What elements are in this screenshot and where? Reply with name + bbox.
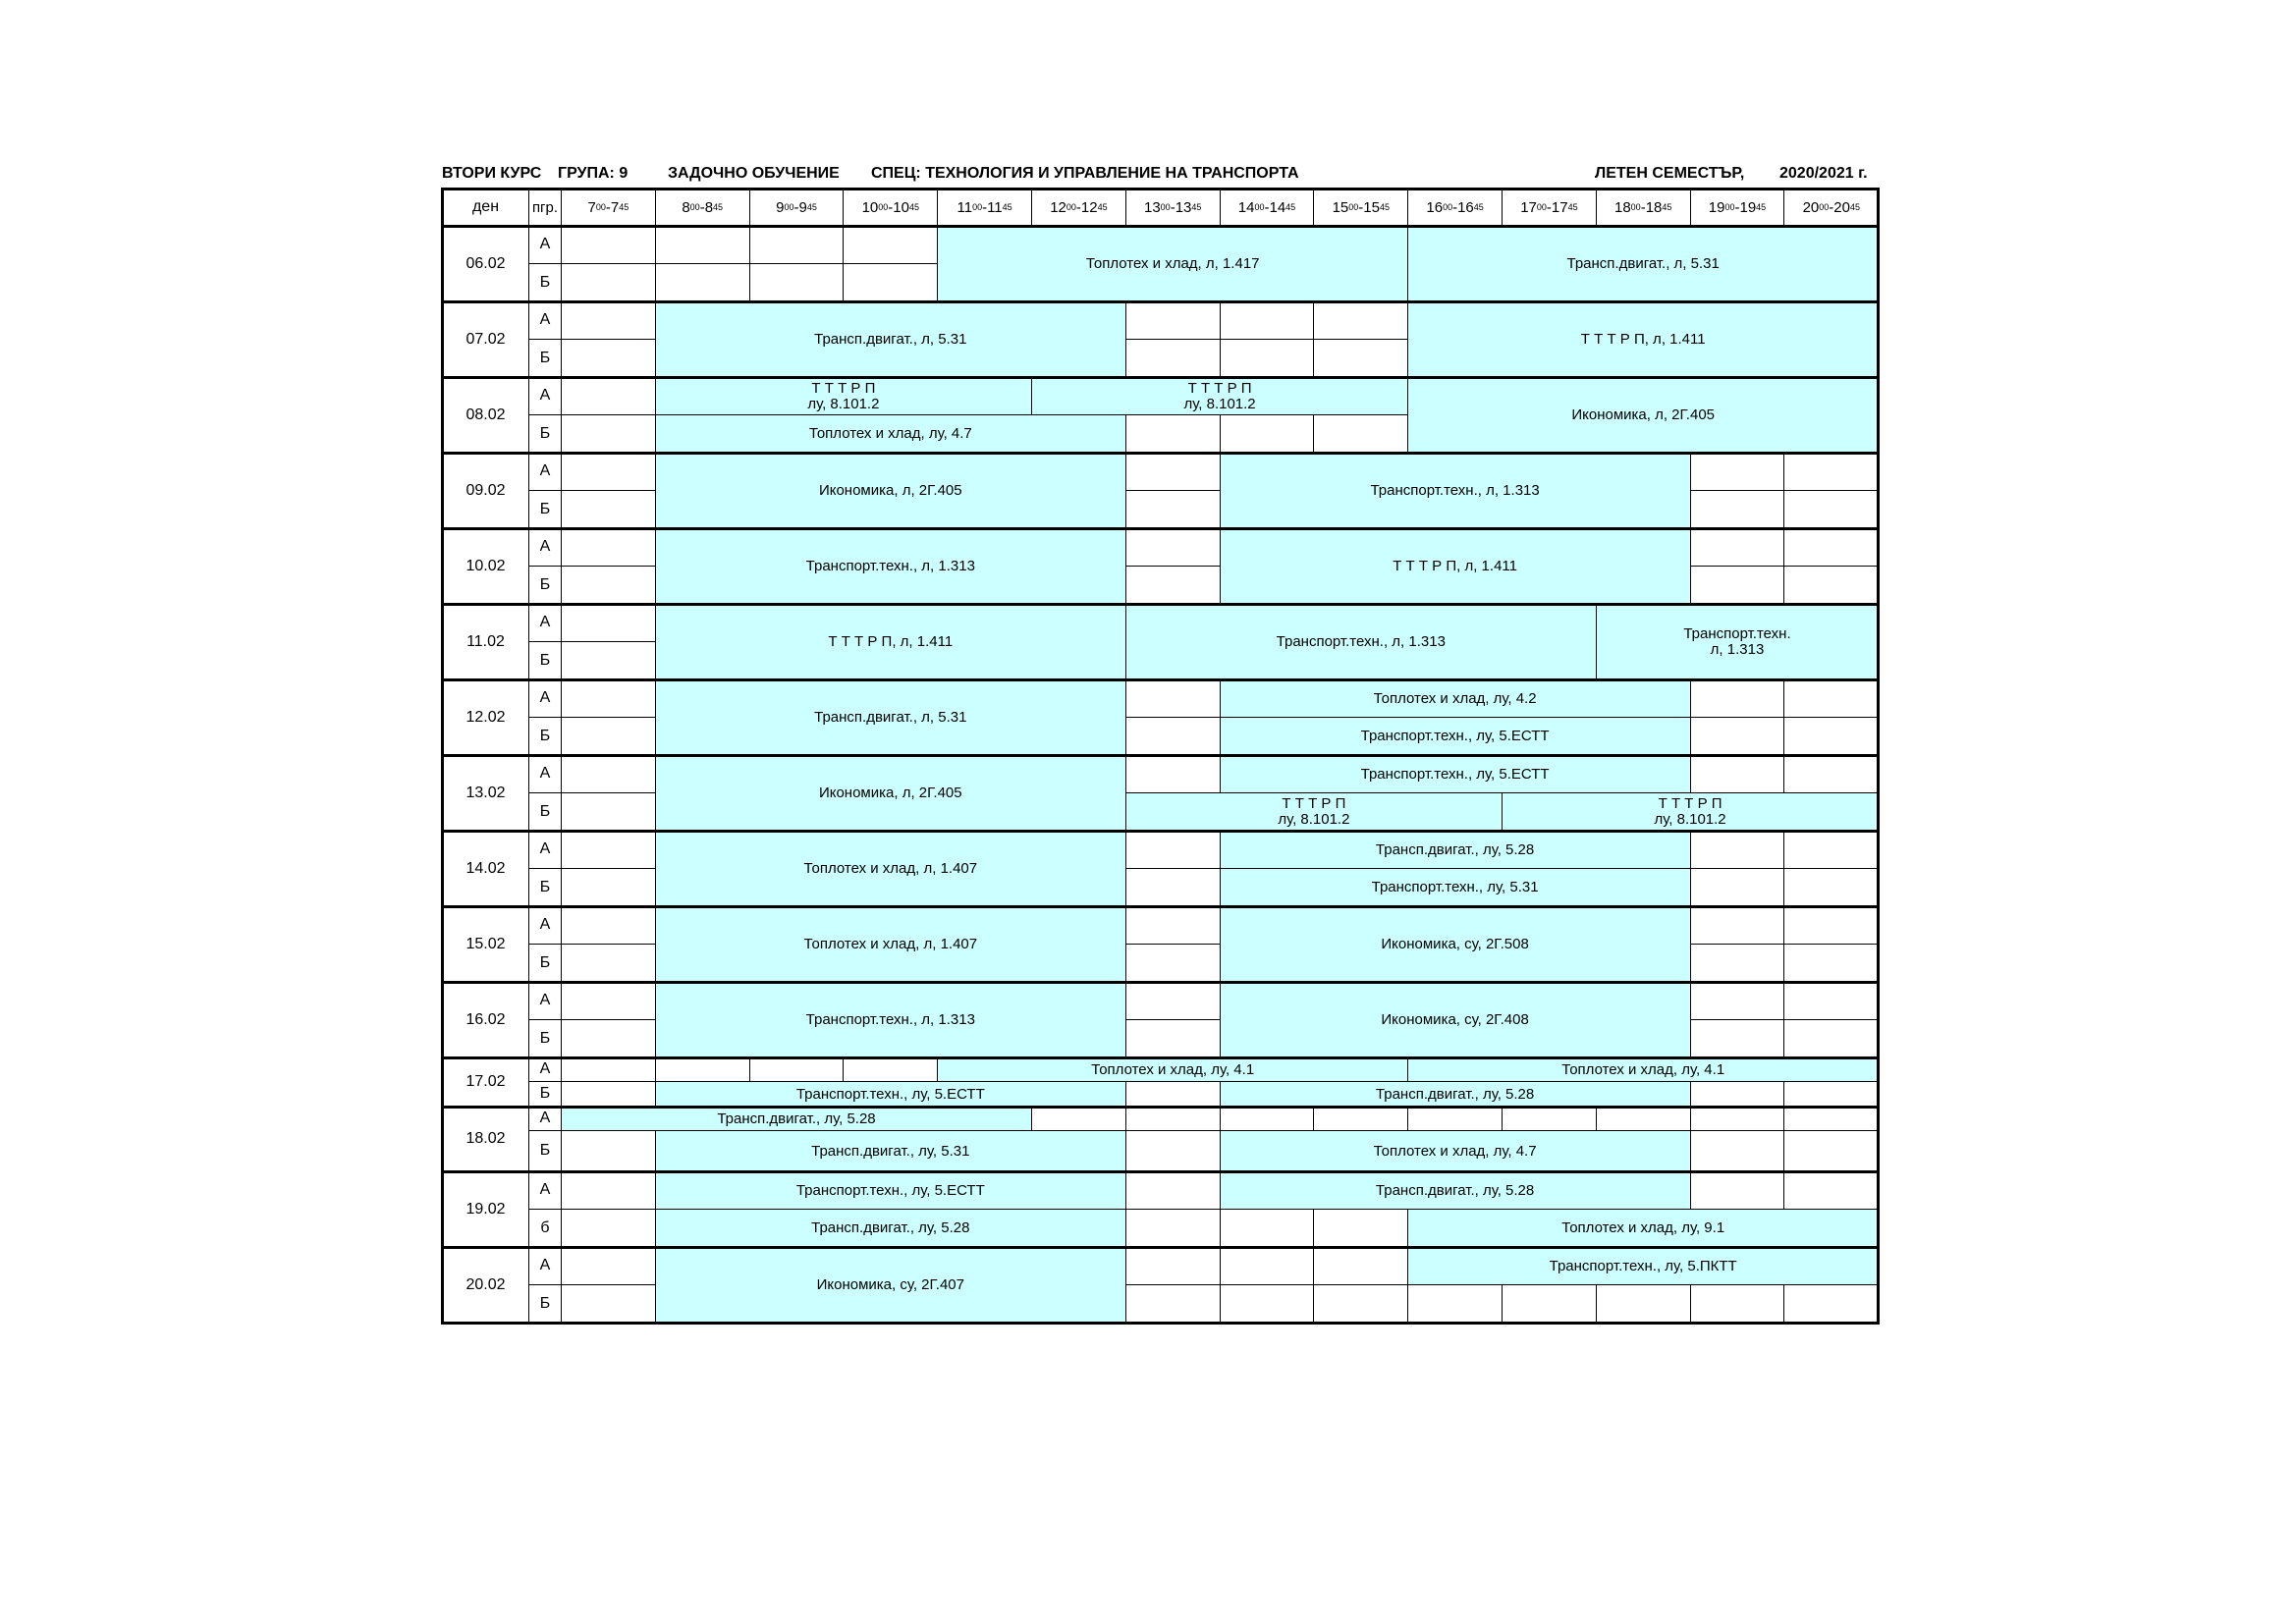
time-slot-part: -	[1546, 198, 1552, 216]
day-date: 18.02	[442, 1107, 529, 1172]
time-slot-part: 15	[1363, 198, 1380, 216]
empty-slot	[1125, 490, 1221, 529]
lesson-block: Транспорт.техн., лу, 5.ЕСТТ	[655, 1081, 1126, 1108]
empty-slot	[561, 339, 656, 378]
empty-slot	[561, 792, 656, 832]
time-slot-header	[1783, 189, 1879, 227]
time-slot-part: 13	[1175, 198, 1192, 216]
subgroup-label: А	[528, 528, 562, 567]
empty-slot	[1125, 679, 1221, 718]
time-slot-part: 00	[1536, 201, 1547, 212]
empty-slot	[1690, 831, 1785, 869]
empty-slot	[1690, 1081, 1785, 1108]
time-slot-part: 8	[682, 198, 690, 216]
day-date: 16.02	[442, 982, 529, 1058]
time-slot-part: 45	[806, 201, 817, 212]
empty-slot	[561, 1081, 656, 1108]
time-slot-part: 10	[861, 198, 879, 216]
subgroup-label: А	[528, 1171, 562, 1210]
time-slot-header	[1502, 189, 1597, 227]
time-slot-part: 12	[1050, 198, 1066, 216]
day-date: 19.02	[442, 1171, 529, 1248]
empty-slot	[1125, 717, 1221, 756]
time-slot-part: 45	[1567, 201, 1578, 212]
empty-slot	[1125, 1130, 1221, 1172]
time-slot-part: -	[1264, 198, 1270, 216]
empty-slot	[1783, 1107, 1879, 1131]
subgroup-label: Б	[528, 944, 562, 983]
time-slot-part: 00	[595, 201, 606, 212]
time-slot-part: 45	[1097, 201, 1108, 212]
subgroup-label: Б	[528, 868, 562, 907]
time-slot-part: 45	[1191, 201, 1202, 212]
subgroup-label: А	[528, 1107, 562, 1131]
study-mode-label: ЗАДОЧНО ОБУЧЕНИЕ	[668, 165, 840, 182]
time-slot-part: 45	[1002, 201, 1012, 212]
time-slot-part: 45	[1285, 201, 1296, 212]
time-slot-part: -	[699, 198, 705, 216]
time-slot-part: 8	[704, 198, 714, 216]
empty-slot	[843, 226, 938, 264]
day-date: 20.02	[442, 1247, 529, 1324]
time-slot-part: 45	[713, 201, 724, 212]
lesson-block: Топлотех и хлад, лу, 9.1	[1407, 1209, 1879, 1248]
time-slot-part: 00	[1254, 201, 1265, 212]
empty-slot	[1596, 1107, 1691, 1131]
time-slot-part: -	[1075, 198, 1081, 216]
lesson-block: Иконoмика, су, 2Г.408	[1220, 982, 1691, 1058]
day-date: 13.02	[442, 755, 529, 832]
time-slot-header	[655, 189, 750, 227]
subgroup-label: А	[528, 377, 562, 415]
empty-slot	[1125, 906, 1221, 945]
time-slot-part: -	[1829, 198, 1834, 216]
empty-slot	[1220, 414, 1315, 454]
time-slot-part: 45	[1849, 201, 1860, 212]
empty-slot	[561, 377, 656, 415]
time-slot-header	[1690, 189, 1785, 227]
time-slot-part: 12	[1080, 198, 1098, 216]
time-slot-part: -	[1170, 198, 1175, 216]
empty-slot	[561, 831, 656, 869]
empty-slot	[655, 226, 750, 264]
empty-slot	[1783, 528, 1879, 567]
subgroup-label: Б	[528, 1130, 562, 1172]
subgroup-label: Б	[528, 717, 562, 756]
empty-slot	[1313, 1247, 1408, 1285]
time-slot-part: 17	[1551, 198, 1568, 216]
empty-slot	[1125, 1107, 1221, 1131]
lesson-block: Топлотех и хлад, лу, 4.1	[1407, 1057, 1879, 1082]
empty-slot	[561, 414, 656, 454]
time-slot-part: 00	[1630, 201, 1641, 212]
time-slot-part: 14	[1269, 198, 1286, 216]
day-date: 09.02	[442, 453, 529, 529]
lesson-block: Транспорт.техн., лу, 5.ПКТТ	[1407, 1247, 1879, 1285]
time-slot-part: 19	[1739, 198, 1757, 216]
empty-slot	[1783, 566, 1879, 605]
time-slot-part: 9	[798, 198, 807, 216]
empty-slot	[1031, 1107, 1126, 1131]
time-slot-part: 45	[1379, 201, 1390, 212]
time-slot-part: 45	[1662, 201, 1672, 212]
lesson-block: Т Т Т Р П лу, 8.101.2	[1031, 377, 1408, 415]
time-slot-part: -	[1358, 198, 1364, 216]
empty-slot	[1125, 1081, 1221, 1108]
lesson-block: Т Т Т Р П лу, 8.101.2	[1502, 792, 1879, 832]
lesson-block: Т Т Т Р П лу, 8.101.2	[1125, 792, 1503, 832]
lesson-block: Топлотех и хлад, лу, 4.2	[1220, 679, 1691, 718]
subgroup-label: А	[528, 679, 562, 718]
empty-slot	[1125, 528, 1221, 567]
lesson-block: Транспорт.техн., лу, 5.31	[1220, 868, 1691, 907]
time-slot-part: 00	[689, 201, 700, 212]
lesson-block: Топлотех и хлад, л, 1.407	[655, 906, 1126, 983]
empty-slot	[561, 1247, 656, 1285]
lesson-block: Трансп.двигат., лу, 5.28	[1220, 1081, 1691, 1108]
empty-slot	[1690, 528, 1785, 567]
empty-slot	[1690, 982, 1785, 1020]
empty-slot	[1125, 1019, 1221, 1058]
specialty-label: СПЕЦ: ТЕХНОЛОГИЯ И УПРАВЛЕНИЕ НА ТРАНСПОРТА	[871, 165, 1299, 182]
empty-slot	[1125, 755, 1221, 793]
empty-slot	[655, 1057, 750, 1082]
subgroup-label: А	[528, 1247, 562, 1285]
subgroup-label: А	[528, 301, 562, 340]
academic-year-label: 2020/2021 г.	[1779, 165, 1868, 182]
lesson-block: Трансп.двигат., лу, 5.28	[655, 1209, 1126, 1248]
time-slot-part: 45	[1473, 201, 1484, 212]
empty-slot	[561, 1284, 656, 1324]
empty-slot	[1690, 1019, 1785, 1058]
empty-slot	[1125, 1171, 1221, 1210]
lesson-block: Трансп.двигат., л, 5.31	[1407, 226, 1879, 302]
lesson-block: Иконoмика, су, 2Г.407	[655, 1247, 1126, 1324]
empty-slot	[561, 717, 656, 756]
empty-slot	[561, 1130, 656, 1172]
empty-slot	[749, 1057, 845, 1082]
lesson-block: Трансп.двигат., л, 5.31	[655, 679, 1126, 756]
empty-slot	[1125, 868, 1221, 907]
empty-slot	[1125, 453, 1221, 491]
time-slot-part: 16	[1457, 198, 1474, 216]
empty-slot	[1783, 679, 1879, 718]
empty-slot	[1125, 1209, 1221, 1248]
lesson-block: Транспорт.техн., лу, 5.ЕСТТ	[655, 1171, 1126, 1210]
subgroup-label: А	[528, 604, 562, 642]
empty-slot	[749, 226, 845, 264]
empty-slot	[1220, 301, 1315, 340]
day-date: 06.02	[442, 226, 529, 302]
empty-slot	[561, 1019, 656, 1058]
lesson-block: Трансп.двигат., лу, 5.28	[1220, 1171, 1691, 1210]
empty-slot	[1783, 868, 1879, 907]
time-slot-part: 16	[1426, 198, 1444, 216]
time-slot-part: 20	[1802, 198, 1820, 216]
time-slot-header	[1125, 189, 1221, 227]
time-slot-header	[1407, 189, 1503, 227]
time-slot-header	[1220, 189, 1315, 227]
lesson-block: Трансп.двигат., лу, 5.31	[655, 1130, 1126, 1172]
empty-slot	[1596, 1284, 1691, 1324]
empty-slot	[1690, 755, 1785, 793]
time-slot-part: 7	[587, 198, 596, 216]
subgroup-label: Б	[528, 490, 562, 529]
subgroup-label: Б	[528, 792, 562, 832]
empty-slot	[561, 263, 656, 302]
day-date: 11.02	[442, 604, 529, 680]
subgroup-label: Б	[528, 641, 562, 680]
time-slot-part: -	[888, 198, 894, 216]
time-slot-part: 45	[908, 201, 919, 212]
empty-slot	[1220, 1107, 1315, 1131]
lesson-block: Трансп.двигат., лу, 5.28	[1220, 831, 1691, 869]
empty-slot	[1313, 339, 1408, 378]
lesson-block: Иконoмика, л, 2Г.405	[655, 755, 1126, 832]
time-slot-part: 11	[957, 198, 973, 216]
empty-slot	[1783, 717, 1879, 756]
subgroup-label: А	[528, 982, 562, 1020]
empty-slot	[1220, 1247, 1315, 1285]
empty-slot	[561, 1171, 656, 1210]
empty-slot	[1783, 944, 1879, 983]
empty-slot	[1220, 1284, 1315, 1324]
empty-slot	[561, 1057, 656, 1082]
group-label: ГРУПА: 9	[558, 165, 629, 182]
empty-slot	[1125, 944, 1221, 983]
lesson-block: Транспорт.техн., лу, 5.ЕСТТ	[1220, 755, 1691, 793]
empty-slot	[1690, 679, 1785, 718]
time-slot-part: 14	[1237, 198, 1255, 216]
time-slot-part: 7	[610, 198, 620, 216]
time-slot-header	[1596, 189, 1691, 227]
empty-slot	[1125, 566, 1221, 605]
empty-slot	[1125, 301, 1221, 340]
empty-slot	[561, 755, 656, 793]
empty-slot	[1783, 831, 1879, 869]
empty-slot	[1690, 868, 1785, 907]
lesson-block: Трансп.двигат., лу, 5.28	[561, 1107, 1032, 1131]
empty-slot	[1690, 490, 1785, 529]
subgroup-label: Б	[528, 1284, 562, 1324]
empty-slot	[561, 226, 656, 264]
time-slot-part: 00	[1066, 201, 1076, 212]
lesson-block: Транспорт.техн., л, 1.313	[655, 528, 1126, 605]
subgroup-label: б	[528, 1209, 562, 1248]
time-slot-part: 11	[987, 198, 1003, 216]
time-slot-part: -	[605, 198, 611, 216]
empty-slot	[561, 679, 656, 718]
time-slot-part: -	[1452, 198, 1458, 216]
empty-slot	[561, 566, 656, 605]
lesson-block: Топлотех и хлад, лу, 4.1	[937, 1057, 1408, 1082]
course-label: ВТОРИ КУРС	[442, 165, 542, 182]
empty-slot	[1783, 1284, 1879, 1324]
day-date: 12.02	[442, 679, 529, 756]
empty-slot	[1313, 414, 1408, 454]
empty-slot	[843, 263, 938, 302]
lesson-block: Топлотех и хлад, л, 1.417	[937, 226, 1408, 302]
empty-slot	[1690, 566, 1785, 605]
empty-slot	[1783, 453, 1879, 491]
subgroup-label: А	[528, 453, 562, 491]
time-slot-part: 00	[784, 201, 794, 212]
day-date: 14.02	[442, 831, 529, 907]
time-slot-part: 10	[893, 198, 909, 216]
lesson-block: Транспорт.техн., л, 1.313	[655, 982, 1126, 1058]
subgroup-label: Б	[528, 339, 562, 378]
time-slot-part: -	[1734, 198, 1740, 216]
empty-slot	[1502, 1107, 1597, 1131]
empty-slot	[1313, 1284, 1408, 1324]
empty-slot	[1125, 1247, 1221, 1285]
empty-slot	[561, 906, 656, 945]
lesson-block: Транспорт.техн., л, 1.313	[1220, 453, 1691, 529]
empty-slot	[561, 641, 656, 680]
time-slot-part: 19	[1708, 198, 1725, 216]
time-slot-part: 00	[972, 201, 983, 212]
empty-slot	[655, 263, 750, 302]
lesson-block: Т Т Т Р П лу, 8.101.2	[655, 377, 1032, 415]
subgroup-label: А	[528, 226, 562, 264]
subgroup-label: А	[528, 1057, 562, 1082]
empty-slot	[1125, 339, 1221, 378]
subgroup-label: А	[528, 906, 562, 945]
empty-slot	[561, 1209, 656, 1248]
time-slot-part: -	[982, 198, 988, 216]
day-date: 07.02	[442, 301, 529, 378]
time-slot-header	[749, 189, 845, 227]
subgroup-label: Б	[528, 1081, 562, 1108]
time-slot-part: 15	[1332, 198, 1349, 216]
time-slot-part: -	[793, 198, 799, 216]
empty-slot	[1690, 1284, 1785, 1324]
time-slot-part: 9	[776, 198, 785, 216]
time-slot-part: 45	[619, 201, 629, 212]
empty-slot	[1690, 944, 1785, 983]
lesson-block: Иконoмика, су, 2Г.508	[1220, 906, 1691, 983]
empty-slot	[1783, 490, 1879, 529]
empty-slot	[1783, 982, 1879, 1020]
day-date: 08.02	[442, 377, 529, 454]
empty-slot	[1783, 1130, 1879, 1172]
time-slot-part: 00	[1819, 201, 1830, 212]
empty-slot	[1407, 1107, 1503, 1131]
time-slot-part: 00	[1443, 201, 1453, 212]
empty-slot	[561, 868, 656, 907]
empty-slot	[1502, 1284, 1597, 1324]
lesson-block: Иконoмика, л, 2Г.405	[655, 453, 1126, 529]
empty-slot	[561, 453, 656, 491]
day-column-header: ден	[442, 189, 529, 227]
empty-slot	[1690, 1107, 1785, 1131]
semester-label: ЛЕТЕН СЕМЕСТЪР,	[1595, 165, 1745, 182]
time-slot-part: 00	[1724, 201, 1735, 212]
empty-slot	[1125, 831, 1221, 869]
empty-slot	[561, 944, 656, 983]
empty-slot	[561, 604, 656, 642]
empty-slot	[1125, 414, 1221, 454]
subgroup-label: А	[528, 831, 562, 869]
time-slot-header	[937, 189, 1032, 227]
day-date: 15.02	[442, 906, 529, 983]
subgroup-label: Б	[528, 566, 562, 605]
empty-slot	[1690, 1171, 1785, 1210]
subgroup-label: Б	[528, 263, 562, 302]
lesson-block: Иконoмика, л, 2Г.405	[1407, 377, 1879, 454]
time-slot-part: 20	[1833, 198, 1850, 216]
empty-slot	[749, 263, 845, 302]
time-slot-part: -	[1640, 198, 1646, 216]
day-date: 10.02	[442, 528, 529, 605]
time-slot-part: 13	[1143, 198, 1161, 216]
empty-slot	[1407, 1284, 1503, 1324]
empty-slot	[561, 301, 656, 340]
empty-slot	[1690, 453, 1785, 491]
empty-slot	[843, 1057, 938, 1082]
lesson-block: Топлотех и хлад, лу, 4.7	[1220, 1130, 1691, 1172]
empty-slot	[1313, 301, 1408, 340]
time-slot-header	[1313, 189, 1408, 227]
lesson-block: Трансп.двигат., л, 5.31	[655, 301, 1126, 378]
subgroup-label: Б	[528, 414, 562, 454]
time-slot-header	[843, 189, 938, 227]
lesson-block: Топлотех и хлад, л, 1.407	[655, 831, 1126, 907]
empty-slot	[1783, 755, 1879, 793]
day-date: 17.02	[442, 1057, 529, 1108]
lesson-block: Топлотех и хлад, лу, 4.7	[655, 414, 1126, 454]
lesson-block: Т Т Т Р П, л, 1.411	[655, 604, 1126, 680]
empty-slot	[561, 982, 656, 1020]
time-slot-header	[561, 189, 656, 227]
empty-slot	[561, 528, 656, 567]
empty-slot	[1783, 1171, 1879, 1210]
lesson-block: Транспорт.техн., л, 1.313	[1125, 604, 1597, 680]
empty-slot	[1783, 906, 1879, 945]
empty-slot	[1690, 1130, 1785, 1172]
time-slot-part: 00	[1348, 201, 1359, 212]
empty-slot	[1125, 1284, 1221, 1324]
time-slot-part: 18	[1613, 198, 1631, 216]
subgroup-column-header: пгр.	[528, 189, 562, 227]
time-slot-part: 17	[1520, 198, 1537, 216]
empty-slot	[1125, 982, 1221, 1020]
time-slot-part: 18	[1645, 198, 1663, 216]
empty-slot	[1313, 1209, 1408, 1248]
empty-slot	[561, 490, 656, 529]
empty-slot	[1690, 906, 1785, 945]
time-slot-part: 45	[1756, 201, 1767, 212]
time-slot-part: 00	[878, 201, 889, 212]
lesson-block: Т Т Т Р П, л, 1.411	[1407, 301, 1879, 378]
empty-slot	[1783, 1019, 1879, 1058]
subgroup-label: Б	[528, 1019, 562, 1058]
lesson-block: Т Т Т Р П, л, 1.411	[1220, 528, 1691, 605]
empty-slot	[1690, 717, 1785, 756]
lesson-block: Транспорт.техн., лу, 5.ЕСТТ	[1220, 717, 1691, 756]
empty-slot	[1220, 339, 1315, 378]
empty-slot	[1220, 1209, 1315, 1248]
lesson-block: Транспорт.техн. л, 1.313	[1596, 604, 1879, 680]
time-slot-header	[1031, 189, 1126, 227]
time-slot-part: 00	[1160, 201, 1171, 212]
subgroup-label: А	[528, 755, 562, 793]
empty-slot	[1783, 1081, 1879, 1108]
empty-slot	[1313, 1107, 1408, 1131]
